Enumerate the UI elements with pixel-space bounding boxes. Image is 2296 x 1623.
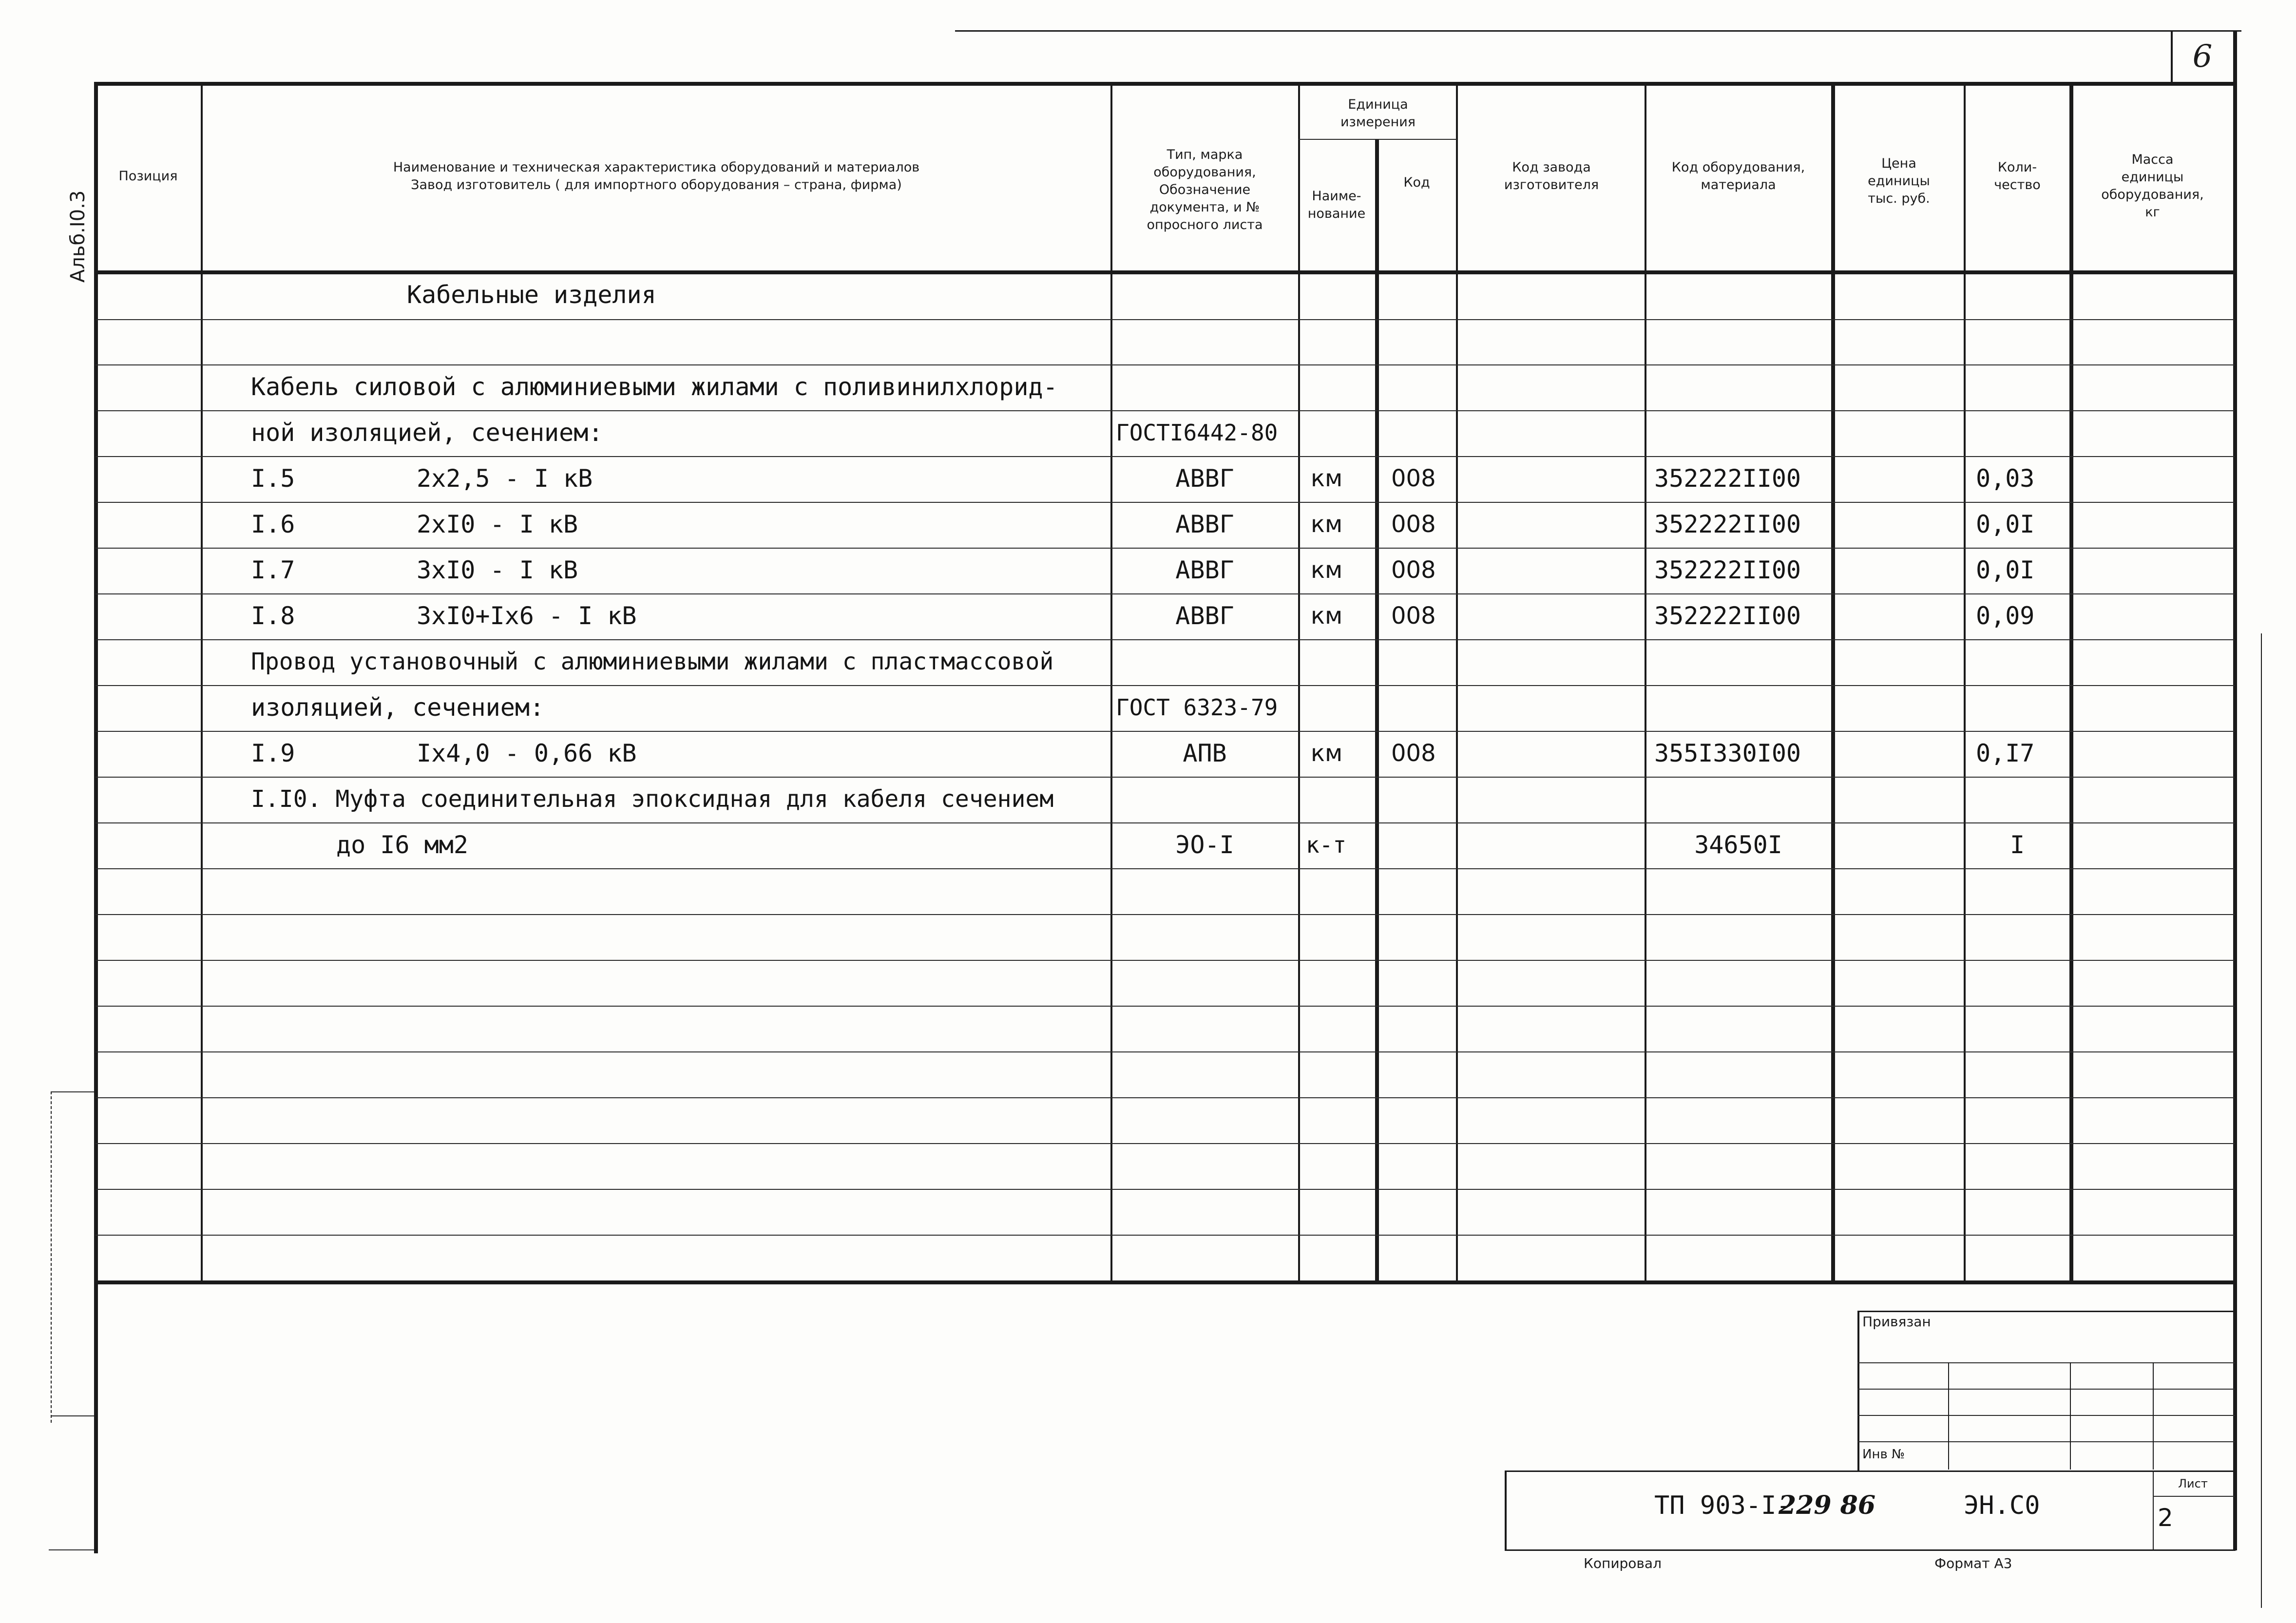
stamp-inv: Инв №: [1862, 1447, 1905, 1462]
row-item: I.9: [251, 739, 295, 767]
row-name: до I6 мм2: [336, 831, 468, 859]
doc-block-left: [1505, 1470, 1507, 1551]
header-equipment-code: Код оборудования, материала: [1671, 160, 1805, 192]
row-name: изоляцией, сечением:: [251, 693, 545, 722]
right-outer-border: [2233, 30, 2237, 1550]
header-quantity: Коли- чество: [1994, 160, 2041, 192]
row-qty: 0,I7: [1976, 739, 2035, 767]
row-code: 008: [1391, 465, 1436, 492]
col-line-equip: [1831, 82, 1835, 1283]
row-line: [96, 410, 2235, 411]
binding-mark-mid: [51, 1415, 95, 1416]
col-line-price: [1964, 82, 1966, 1283]
stamp-line: [2070, 1362, 2071, 1470]
doc-code-number: 229 86: [1779, 1490, 1876, 1520]
row-qty: 0,0I: [1976, 556, 2035, 584]
header-unit-group: Единица измерения: [1340, 96, 1416, 130]
header-unit-name: Наиме- нование: [1307, 189, 1366, 221]
row-line: [96, 456, 2235, 457]
row-line: [96, 1189, 2235, 1190]
row-type: ЭО-I: [1175, 831, 1234, 859]
right-edge-trace: [2261, 633, 2262, 1608]
row-name: Кабель силовой с алюминиевыми жилами с поливинилхлорид-: [251, 373, 1058, 401]
row-line: [96, 868, 2235, 869]
row-unit: км: [1311, 602, 1343, 630]
row-unit: км: [1311, 556, 1343, 584]
sheet-cell-line: [2153, 1496, 2235, 1497]
row-line: [96, 914, 2235, 915]
stamp-line: [1948, 1362, 1949, 1470]
row-name: Iх4,0 - 0,66 кВ: [417, 739, 637, 767]
row-name: Кабельные изделия: [407, 281, 656, 309]
row-code: 008: [1391, 602, 1436, 630]
row-line: [96, 1097, 2235, 1098]
row-line: [96, 777, 2235, 778]
footer-copied: Копировал: [1584, 1555, 1662, 1571]
sheet-number: 2: [2158, 1504, 2173, 1532]
row-line: [96, 685, 2235, 686]
row-line: [96, 639, 2235, 640]
row-qty: 0,03: [1976, 464, 2035, 493]
col-line-code: [1456, 82, 1458, 1283]
row-type: АВВГ: [1175, 556, 1234, 584]
row-line: [96, 502, 2235, 503]
row-qty: I: [2009, 831, 2025, 859]
header-type: Тип, марка оборудования, Обозначение документа, и № опросного листа: [1147, 147, 1263, 232]
row-qty: 0,09: [1976, 602, 2035, 630]
table-bottom-border: [96, 1280, 2235, 1284]
row-line: [96, 364, 2235, 365]
stamp-line: [1857, 1415, 2235, 1416]
row-line: [96, 960, 2235, 961]
row-equipment-code: 34650I: [1694, 831, 1782, 859]
stamp-line: [1857, 1441, 2235, 1442]
row-equipment-code: 352222II00: [1654, 510, 1801, 538]
row-code: 008: [1391, 740, 1436, 767]
row-item: I.8: [251, 602, 295, 630]
row-name: 3хI0 - I кВ: [417, 556, 578, 584]
sheet-corner-number: 6: [2192, 38, 2213, 75]
header-name: Наименование и техническая характеристика оборудований и материалов Завод изготовитель ( для импортного оборудования – страна, фирма): [393, 160, 920, 192]
row-name: Провод установочный с алюминиевыми жилами с пластмассовой: [251, 648, 1054, 675]
row-equipment-code: 352222II00: [1654, 464, 1801, 493]
binding-mark-bottom: [49, 1549, 97, 1550]
row-type: АПВ: [1183, 739, 1227, 767]
row-item: I.7: [251, 556, 295, 584]
row-unit: к-т: [1306, 832, 1347, 858]
doc-block-top: [1505, 1470, 2236, 1472]
doc-code-suffix: ЭН.С0: [1964, 1491, 2040, 1520]
row-type: АВВГ: [1175, 510, 1234, 538]
col-line-position: [201, 82, 203, 1283]
row-name: 3хI0+Iх6 - I кВ: [417, 602, 637, 630]
row-equipment-code: 352222II00: [1654, 602, 1801, 630]
row-line: [96, 593, 2235, 594]
row-line: [96, 1006, 2235, 1007]
row-line: [96, 822, 2235, 823]
top-outer-line: [955, 30, 2241, 32]
sheet-label: Лист: [2178, 1477, 2208, 1490]
row-name: ной изоляцией, сечением:: [251, 419, 603, 447]
header-price: Цена единицы тыс. руб.: [1868, 156, 1930, 206]
doc-code-prefix: ТП 903-I-: [1654, 1491, 1792, 1520]
binding-mark-top: [51, 1091, 95, 1092]
row-unit: км: [1311, 511, 1343, 538]
row-type: АВВГ: [1175, 602, 1234, 630]
stamp-line: [2153, 1362, 2154, 1470]
unit-group-line: [1298, 139, 1457, 140]
row-line: [96, 1143, 2235, 1144]
row-line: [96, 1051, 2235, 1052]
header-unit-code: Код: [1403, 175, 1430, 190]
col-line-name: [1110, 82, 1112, 1283]
row-code: 008: [1391, 556, 1436, 584]
row-unit: км: [1311, 465, 1343, 492]
row-name: I.I0. Муфта соединительная эпоксидная для кабеля сечением: [251, 785, 1054, 813]
row-equipment-code: 355I330I00: [1654, 739, 1801, 767]
stamp-line: [1857, 1389, 2235, 1390]
doc-block-bottom: [1505, 1549, 2236, 1551]
sheet-cell-line: [2153, 1470, 2154, 1549]
row-qty: 0,0I: [1976, 510, 2035, 538]
row-item: I.6: [251, 510, 295, 538]
row-code: 008: [1391, 511, 1436, 538]
row-line: [96, 319, 2235, 320]
row-type: АВВГ: [1175, 464, 1234, 493]
row-line: [96, 548, 2235, 549]
stamp-line: [1857, 1311, 2235, 1312]
row-line: [96, 731, 2235, 732]
col-line-factory: [1645, 82, 1646, 1283]
header-mass: Масса единицы оборудования, кг: [2101, 152, 2204, 220]
binding-mark: [51, 1091, 52, 1423]
stamp-line: [1857, 1362, 2235, 1363]
stamp-line: [1857, 1311, 1859, 1471]
col-line-unitname: [1375, 139, 1379, 1281]
row-item: I.5: [251, 464, 295, 493]
row-name: 2х2,5 - I кВ: [417, 464, 593, 493]
stamp-attached: Привязан: [1862, 1314, 1931, 1330]
sheet-number-divider: [2171, 30, 2173, 84]
row-line: [96, 1235, 2235, 1236]
header-factory-code: Код завода изготовителя: [1504, 160, 1599, 192]
col-line-qty: [2069, 82, 2073, 1283]
row-name: 2хI0 - I кВ: [417, 510, 578, 538]
header-position: Позиция: [118, 169, 178, 184]
side-label: Альб.I0.3: [67, 190, 89, 283]
row-type: ГОСТI6442-80: [1116, 420, 1278, 446]
row-unit: км: [1311, 740, 1343, 767]
footer-format: Формат А3: [1934, 1555, 2012, 1571]
row-equipment-code: 352222II00: [1654, 556, 1801, 584]
col-line-left: [94, 82, 98, 1553]
row-type: ГОСТ 6323-79: [1116, 694, 1278, 721]
